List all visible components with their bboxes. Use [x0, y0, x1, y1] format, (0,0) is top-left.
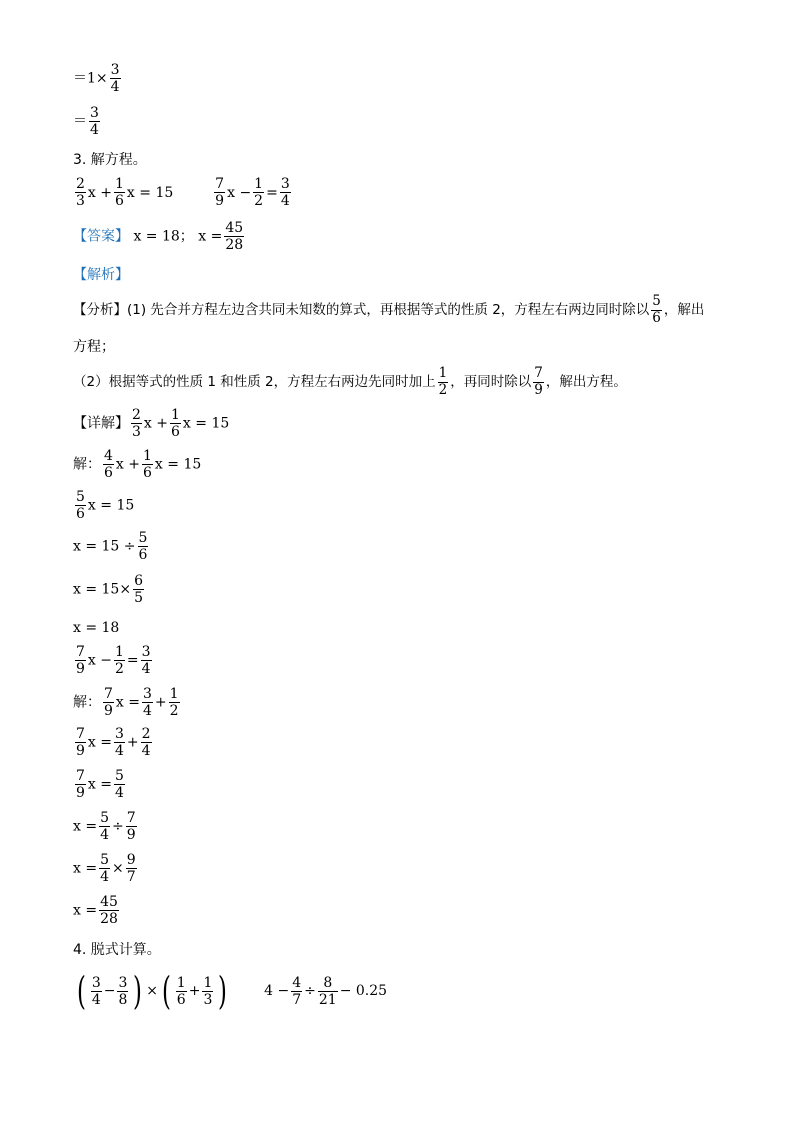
calc-prefix: ＝	[73, 113, 87, 130]
answer-label: 【答案】	[73, 228, 129, 245]
analysis-paragraph-2: （2）根据等式的性质 1 和性质 2，方程左右两边先同时加上 $\frac{1}{2}$ ，再同时除以 $\frac{7}{9}$ ，解出方程。	[73, 365, 627, 398]
solve-step-4: x = 15 ÷ $\frac{5}{6}$	[73, 530, 148, 563]
solve2-step-1: $\frac{7}{9}$ x − $\frac{1}{2}$ = $\frac{3}{4}$	[76, 644, 151, 677]
solve-step-2: 解： $\frac{4}{6}$ x + $\frac{1}{6}$ x = 15	[73, 448, 202, 481]
solve2-step-5: x = $\frac{5}{4}$ ÷ $\frac{7}{9}$	[73, 810, 136, 843]
solve2-step-7: x = $\frac{45}{28}$	[73, 894, 118, 927]
fraction: $\frac{3}{4}$	[90, 105, 99, 138]
answer-line	[73, 221, 246, 252]
fraction: $\frac{45}{28}$	[225, 220, 244, 253]
calc-prefix: ＝1×	[73, 70, 108, 87]
solve-step-5: x = 15× $\frac{6}{5}$	[73, 573, 143, 606]
answer-text-2: x =	[198, 228, 223, 245]
question-4-expressions	[73, 969, 388, 1013]
calc-line-1	[73, 63, 123, 94]
analysis-label: 【解析】	[73, 267, 129, 283]
fraction: $\frac{3}{4}$	[110, 62, 120, 95]
analysis-paragraph-1-cont: 方程；	[73, 339, 115, 355]
question-4-title: 4. 脱式计算。	[73, 942, 161, 958]
solve-step-3: $\frac{5}{6}$ x = 15	[76, 489, 135, 522]
equation-2: $\frac{7}{9}$ x − $\frac{1}{2}$ = $\frac{3}{4}$	[215, 176, 290, 209]
detail-line: 【详解】 $\frac{2}{3}$ x + $\frac{1}{6}$ x = 15	[73, 407, 230, 440]
solve2-step-4: $\frac{7}{9}$ x = $\frac{5}{4}$	[76, 768, 124, 801]
equation-1: $\frac{2}{3}$ x + $\frac{1}{6}$ x = 15	[76, 176, 174, 209]
solve2-step-6: x = $\frac{5}{4}$ × $\frac{9}{7}$	[73, 852, 136, 885]
question-3-title: 3. 解方程。	[73, 152, 147, 168]
solve-step-6: x = 18	[73, 620, 120, 636]
question-3-equations	[73, 177, 293, 208]
expression-1: ( $\frac{3}{4}$ − $\frac{3}{8}$ ) × ( $\frac{1}{6}$ + $\frac{1}{3}$ )	[76, 969, 228, 1013]
solve2-step-3: $\frac{7}{9}$ x = $\frac{3}{4}$ + $\frac{2}{4}$	[76, 726, 151, 759]
answer-text-1: x = 18；	[133, 228, 194, 245]
detail-label: 【详解】	[73, 415, 129, 432]
expression-2: 4 − $\frac{4}{7}$ ÷ $\frac{8}{21}$ − 0.25	[264, 974, 388, 1008]
calc-line-2	[73, 106, 102, 137]
solve2-step-2: 解： $\frac{7}{9}$ x = $\frac{3}{4}$ + $\frac{1}{2}$	[73, 686, 179, 719]
analysis-paragraph-1: 【分析】(1) 先合并方程左边含共同未知数的算式，再根据等式的性质 2，方程左右两边同时除以 $\frac{5}{6}$ ，解出	[73, 293, 705, 326]
